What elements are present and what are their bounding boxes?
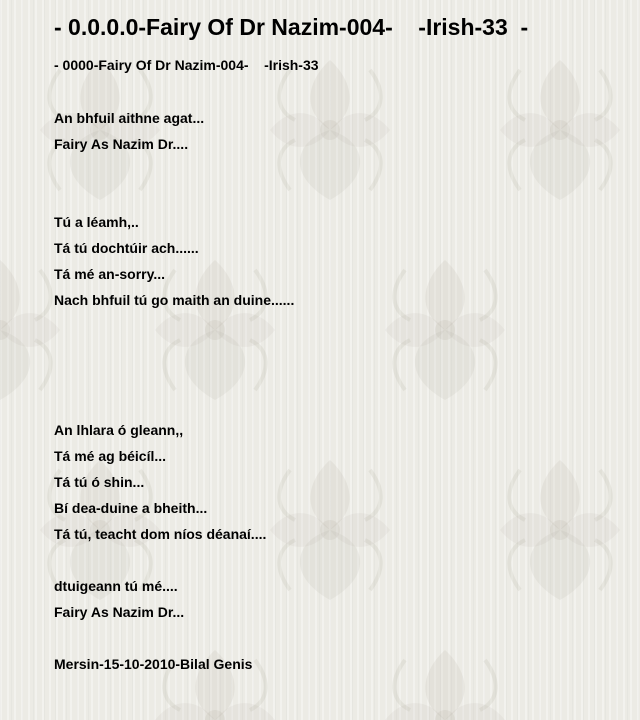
poem-body — [54, 105, 634, 677]
poem-line: Tá tú, teacht dom níos déanaí.... — [54, 526, 267, 542]
poem-line: Fairy As Nazim Dr... — [54, 604, 185, 620]
stanza-gap — [54, 625, 634, 651]
poem-line: Tú a léamh,.. — [54, 214, 139, 230]
stanza-gap — [54, 157, 634, 209]
stanza-gap — [54, 547, 634, 573]
poem-line: Tá mé an-sorry... — [54, 266, 166, 282]
poem-line: Tá tú ó shin... — [54, 474, 145, 490]
stanza-1 — [54, 105, 634, 157]
poem-line: Nach bhfuil tú go maith an duine...... — [54, 292, 295, 308]
poem-subtitle: - 0000-Fairy Of Dr Nazim-004- -Irish-33 — [54, 57, 319, 73]
poem-line: Fairy As Nazim Dr.... — [54, 136, 189, 152]
poem-line: Tá tú dochtúir ach...... — [54, 240, 199, 256]
stanza-2 — [54, 209, 634, 313]
poem-title: - 0.0.0.0-Fairy Of Dr Nazim-004- -Irish-33 - — [54, 14, 529, 40]
stanza-gap — [54, 313, 634, 417]
poem-line: An lhlara ó gleann,, — [54, 422, 184, 438]
stanza-3 — [54, 417, 634, 547]
stanza-4 — [54, 573, 634, 625]
poem-line: Bí dea-duine a bheith... — [54, 500, 208, 516]
poem-line: An bhfuil aithne agat... — [54, 110, 205, 126]
poem-signature: Mersin-15-10-2010-Bilal Genis — [54, 656, 253, 672]
poem-line: Tá mé ag béicíl... — [54, 448, 167, 464]
poem-line: dtuigeann tú mé.... — [54, 578, 178, 594]
